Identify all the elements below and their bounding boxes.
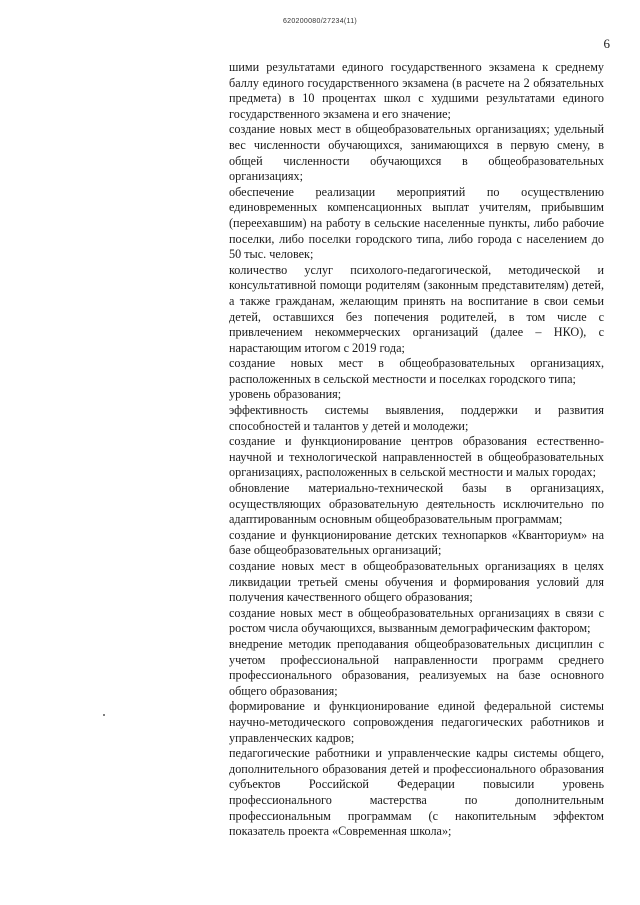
paragraph: количество услуг психолого-педагогической, методической и консультативной помощи родителям (законным представителям) детей, а также гражданам, желающим принять на воспитание в свои семьи детей, оставшихся без попечения родителей, в том числе с привлечением некоммерческих организаций (далее – НКО), с нарастающим итогом с 2019 года; xyxy=(229,262,604,355)
paragraph: создание новых мест в общеобразовательных организациях в связи с ростом числа обучающихся, вызванным демографическим фактором; xyxy=(229,605,604,636)
document-id: 620200080/27234(11) xyxy=(282,18,358,25)
paragraph: внедрение методик преподавания общеобразовательных дисциплин с учетом профессиональной направленности программ среднего профессионального образования, реализуемых на базе основного общего образования; xyxy=(229,636,604,698)
page-number: 6 xyxy=(603,36,610,51)
paragraph: создание и функционирование детских технопарков «Кванториум» на базе общеобразовательных организаций; xyxy=(229,527,604,558)
scan-mark xyxy=(103,714,105,716)
document-body xyxy=(229,60,604,840)
paragraph: формирование и функционирование единой федеральной системы научно-методического сопровождения педагогических работников и управленческих кадров; xyxy=(229,699,604,745)
paragraph: шими результатами единого государственного экзамена к среднему баллу единого государственного экзамена (в расчете на 2 обязательных предмета) в 10 процентах школ с худшими результатами единого государственного экзамена и его значение; xyxy=(229,60,604,121)
paragraph: создание новых мест в общеобразовательных организациях, расположенных в сельской местности и поселках городского типа; xyxy=(229,356,604,386)
paragraph: уровень образования; xyxy=(229,387,342,402)
paragraph: обеспечение реализации мероприятий по осуществлению единовременных компенсационных выплат учителям, прибывшим (переехавшим) на работу в сельские населенные пункты, либо рабочие поселки, либо поселки городского типа, либо города с населением до 50 тыс. человек; xyxy=(229,184,604,262)
paragraph: эффективность системы выявления, поддержки и развития способностей и талантов у детей и молодежи; xyxy=(229,403,604,433)
paragraph: создание новых мест в общеобразовательных организациях; удельный вес численности обучающихся, занимающихся в первую смену, в общей численности обучающихся в общеобразовательных организациях; xyxy=(229,122,604,184)
paragraph: педагогические работники и управленческие кадры системы общего, дополнительного образования детей и профессионального образования субъектов Российской Федерации повысили уровень профессионального мастерства по дополнительным профессиональным программам (с накопительным эффектом показатель проекта «Современная школа»; xyxy=(229,746,604,839)
paragraph: создание новых мест в общеобразовательных организациях в целях ликвидации третьей смены обучения и формирования условий для получения качественного общего образования; xyxy=(229,559,604,605)
paragraph: обновление материально-технической базы в организациях, осуществляющих образовательную деятельность исключительно по адаптированным основным общеобразовательным программам; xyxy=(229,481,604,527)
paragraph: создание и функционирование центров образования естественно-научной и технологической направленностей в общеобразовательных организациях, расположенных в сельской местности и малых городах; xyxy=(229,434,604,480)
